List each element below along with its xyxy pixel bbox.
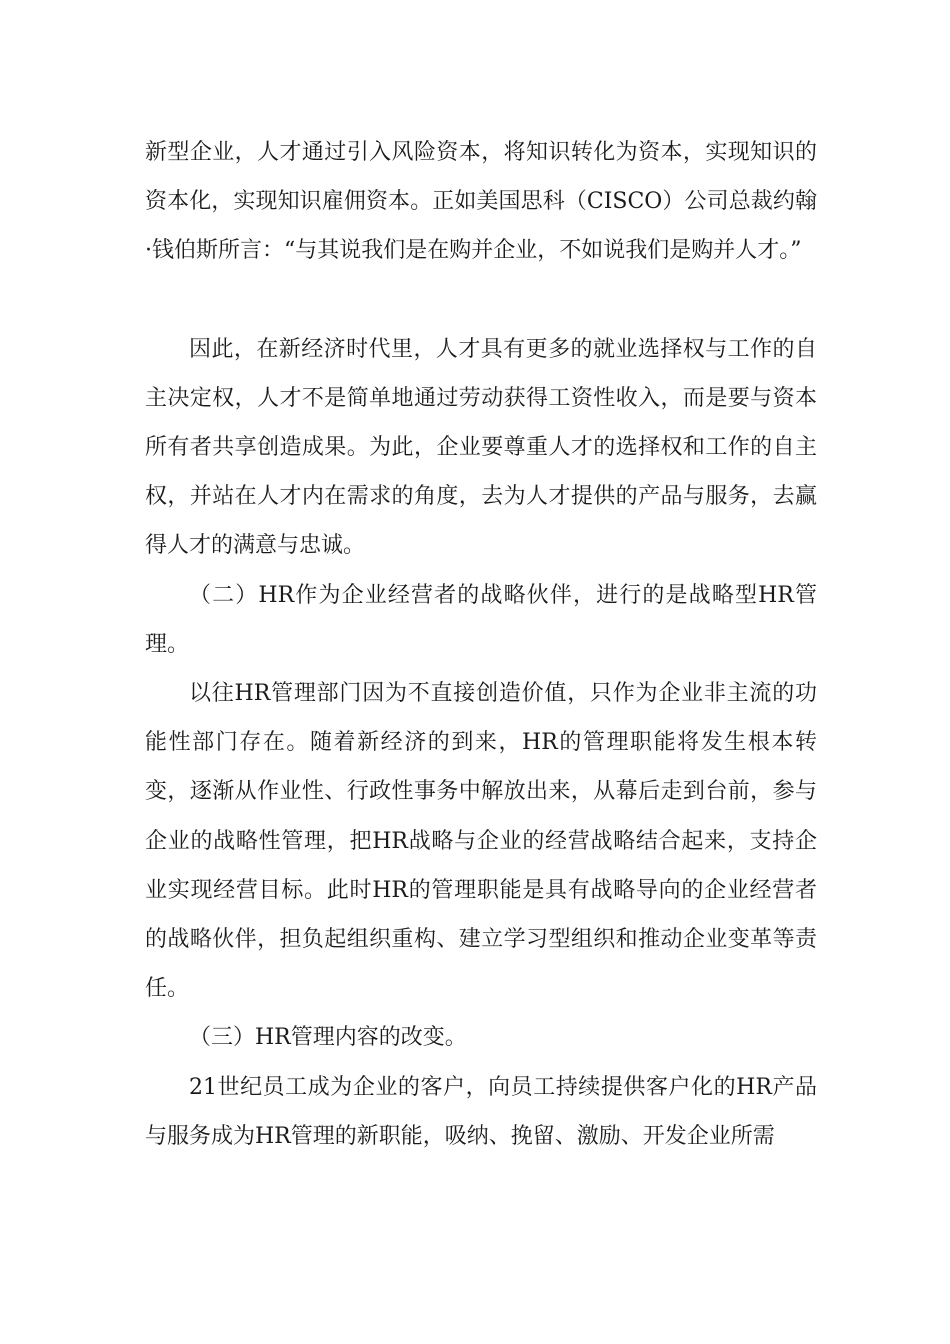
paragraph-hr-strategy: 以往HR管理部门因为不直接创造价值，只作为企业非主流的功能性部门存在。随着新经济的到来，HR的管理职能将发生根本转变，逐渐从作业性、行政性事务中解放出来，从幕后走到台前，参与企业的战略性管理，把HR战略与企业的经营战略结合起来，支持企业实现经营目标。此时HR的管理职能是具有战略导向的企业经营者的战略伙伴，担负起组织重构、建立学习型组织和推动企业变革等责任。 — [145, 681, 817, 1002]
document-body — [145, 128, 817, 1161]
paragraph-gap — [145, 276, 817, 325]
paragraph-talent-rights: 因此，在新经济时代里，人才具有更多的就业选择权与工作的自主决定权，人才不是简单地通过劳动获得工资性收入，而是要与资本所有者共享创造成果。为此，企业要尊重人才的选择权和工作的自主权，并站在人才内在需求的角度，去为人才提供的产品与服务，去赢得人才的满意与忠诚。 — [145, 336, 817, 559]
paragraph-continuation: 新型企业，人才通过引入风险资本，将知识转化为资本，实现知识的资本化，实现知识雇佣资本。正如美国思科（CISCO）公司总裁约翰·钱伯斯所言：“与其说我们是在购并企业，不如说我们是购并人才。” — [145, 140, 817, 264]
section-heading-2: （二）HR作为企业经营者的战略伙伴，进行的是战略型HR管理。 — [145, 582, 817, 657]
section-heading-3: （三）HR管理内容的改变。 — [189, 1025, 467, 1051]
paragraph-hr-content: 21世纪员工成为企业的客户，向员工持续提供客户化的HR产品与服务成为HR管理的新职能，吸纳、挽留、激励、开发企业所需 — [145, 1074, 817, 1149]
